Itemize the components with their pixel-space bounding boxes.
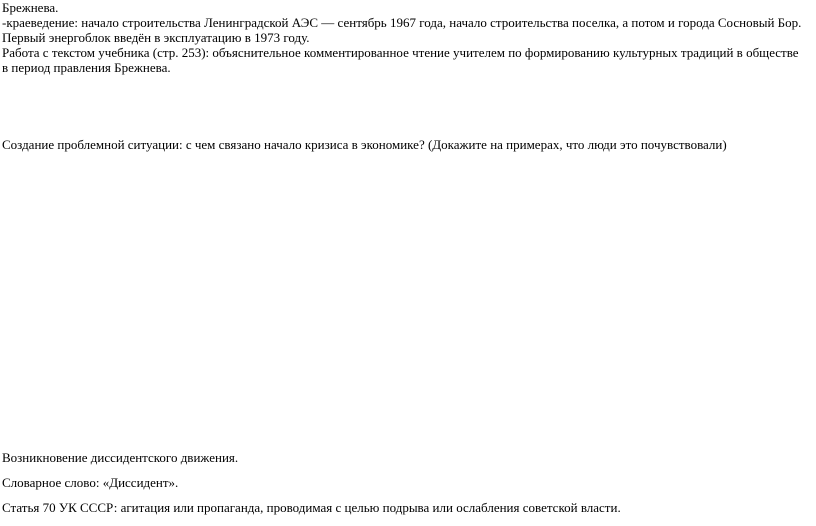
text-line-textbook-work: Работа с текстом учебника (стр. 253): объяснительное комментированное чтение учителем по формированию культурных традиций в обществе в период правления Брежнева. <box>2 45 799 75</box>
text-line-dissident-movement: Возникновение диссидентского движения. <box>2 450 239 465</box>
text-line-problem-situation: Создание проблемной ситуации: с чем связано начало кризиса в экономике? (Докажите на примерах, что люди это почувствовали) <box>2 137 727 152</box>
text-line-local-history: -краеведение: начало строительства Ленинградской АЭС — сентябрь 1967 года, начало строительства поселка, а потом и города Сосновый Бор. <box>2 15 802 30</box>
text-line-brezhnev-fragment: Брежнева. <box>2 0 59 15</box>
text-line-first-power-unit: Первый энергоблок введён в эксплуатацию в 1973 году. <box>2 30 310 45</box>
text-line-article-70: Статья 70 УК СССР: агитация или пропаганда, проводимая с целью подрыва или ослабления советской власти. <box>2 500 621 515</box>
text-line-vocabulary-word: Словарное слово: «Диссидент». <box>2 475 179 490</box>
